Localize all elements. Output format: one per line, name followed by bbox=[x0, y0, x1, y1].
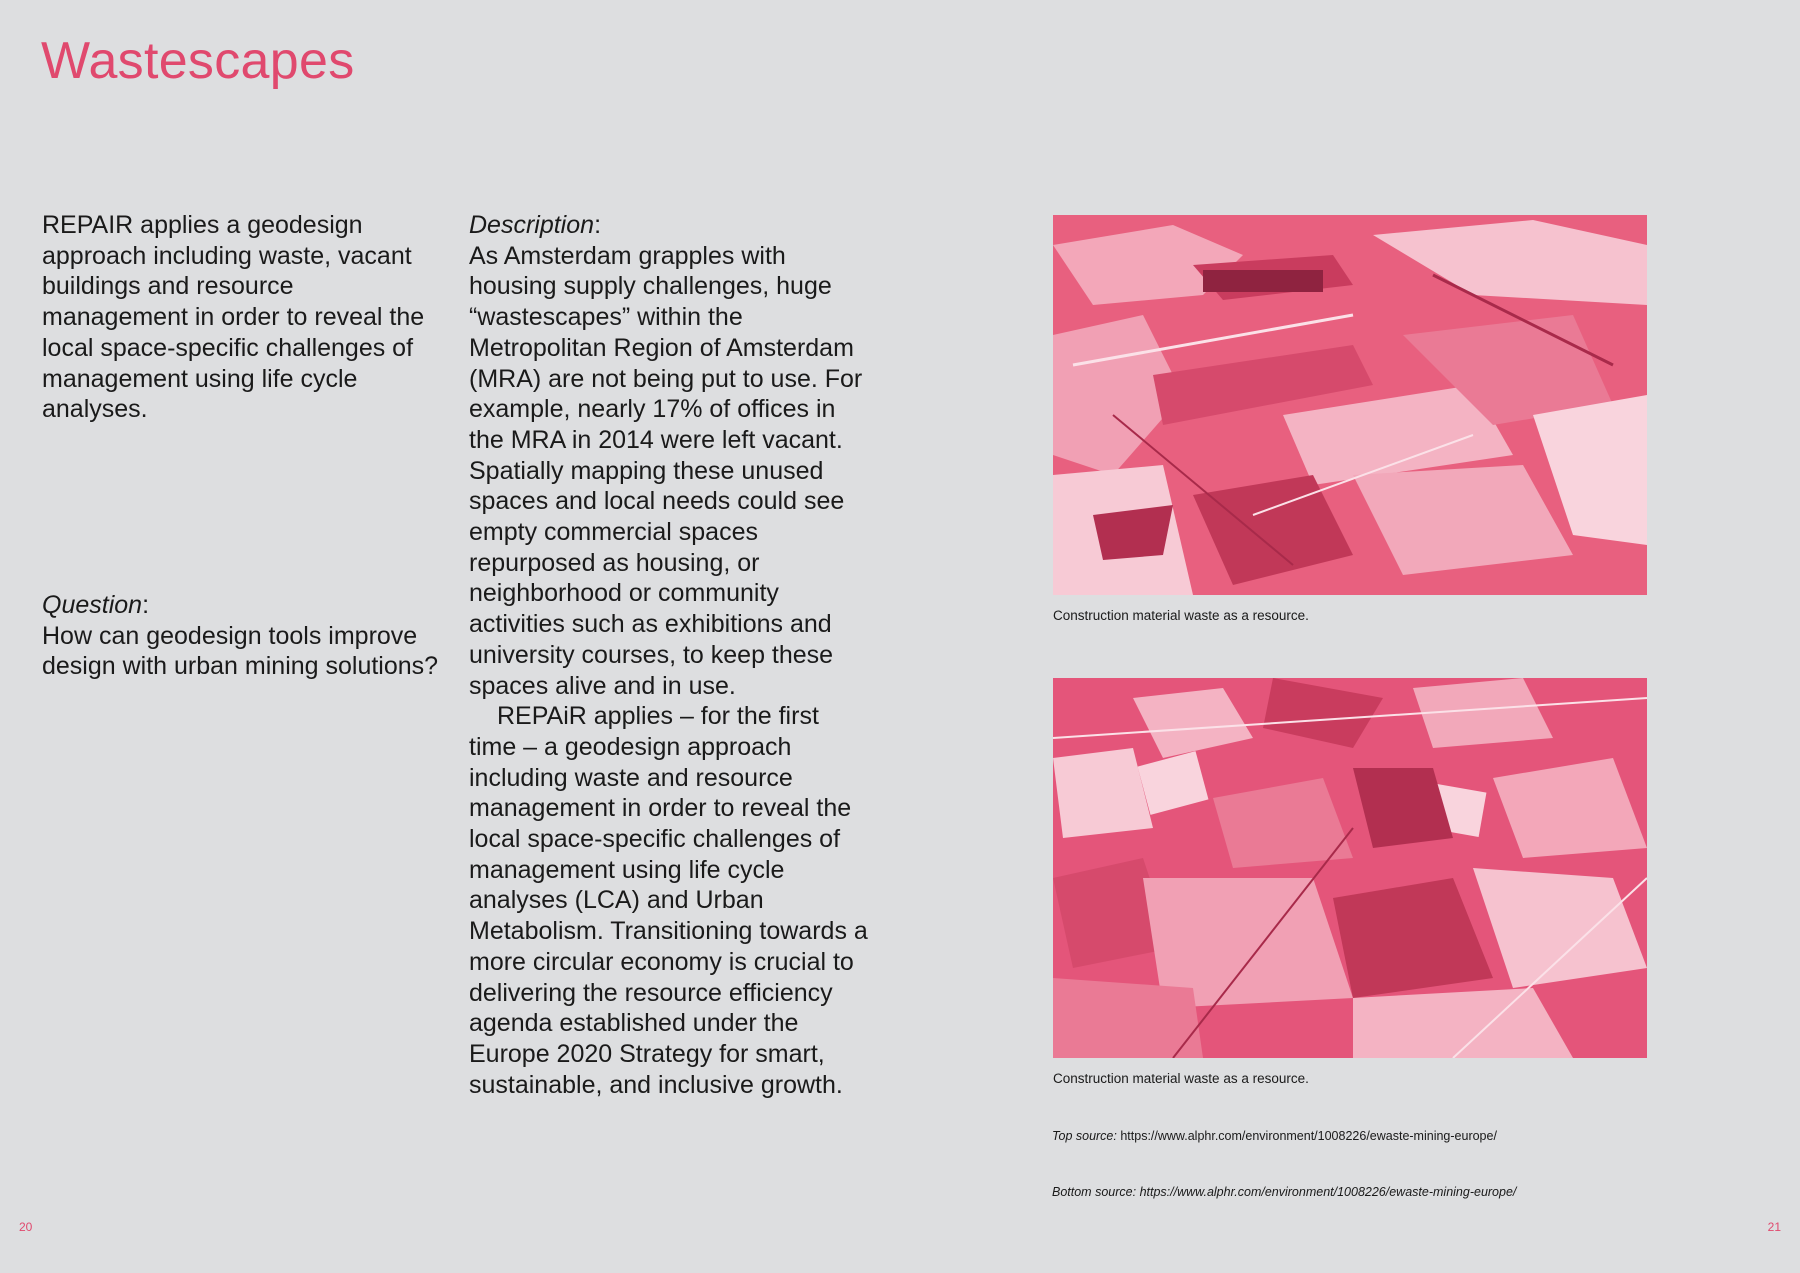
description-column bbox=[469, 210, 869, 1100]
top-source bbox=[1052, 1129, 1497, 1143]
description-paragraph-1: As Amsterdam grapples with housing supply challenges, huge “wastescapes” within the Metropolitan Region of Amsterdam (MRA) are not being put to use. For example, nearly 17% of offices in the MRA in 2014 were left vacant. Spatially mapping these unused spaces and local needs could see empty commercial spaces repurposed as housing, or neighborhood or community activities such as exhibitions and university courses, to keep these spaces alive and in use. bbox=[469, 241, 863, 700]
figure-bottom bbox=[1053, 678, 1647, 1086]
description-label: Description bbox=[469, 211, 595, 239]
figure-bottom-caption: Construction material waste as a resource. bbox=[1053, 1071, 1309, 1086]
page-number-left: 20 bbox=[19, 1220, 33, 1234]
page-number-right: 21 bbox=[1767, 1220, 1781, 1234]
question-label: Question bbox=[42, 591, 143, 619]
question-heading: Question: bbox=[42, 591, 150, 619]
page-title: Wastescapes bbox=[41, 32, 355, 90]
description-paragraph-2: REPAiR applies – for the first time – a geodesign approach including waste and resource management in order to reveal the local space-specific challenges of management using life cycle analyses (LCA) and Urban Metabolism. Transitioning towards a more circular economy is crucial to delivering the resource efficiency agenda established under the Europe 2020 Strategy for smart, sustainable, and inclusive growth. bbox=[469, 702, 868, 1099]
bottom-source-label: Bottom source: bbox=[1052, 1185, 1137, 1199]
top-source-label: Top source: bbox=[1052, 1129, 1117, 1143]
figure-top bbox=[1053, 215, 1647, 623]
question-block bbox=[42, 590, 442, 682]
rubble-photo-top bbox=[1053, 215, 1647, 595]
question-text: How can geodesign tools improve design with urban mining solutions? bbox=[42, 621, 439, 681]
rubble-photo-bottom bbox=[1053, 678, 1647, 1058]
description-heading: Description: bbox=[469, 211, 602, 239]
intro-text: REPAIR applies a geodesign approach including waste, vacant buildings and resource management in order to reveal the local space-specific challenges of management using life cycle analyses. bbox=[42, 211, 425, 424]
top-source-url[interactable]: https://www.alphr.com/environment/1008226/ewaste-mining-europe/ bbox=[1120, 1129, 1497, 1143]
figure-top-caption: Construction material waste as a resource. bbox=[1053, 608, 1309, 623]
bottom-source bbox=[1052, 1185, 1516, 1199]
bottom-source-url[interactable]: https://www.alphr.com/environment/1008226/ewaste-mining-europe/ bbox=[1139, 1185, 1517, 1199]
intro-column bbox=[42, 210, 442, 425]
